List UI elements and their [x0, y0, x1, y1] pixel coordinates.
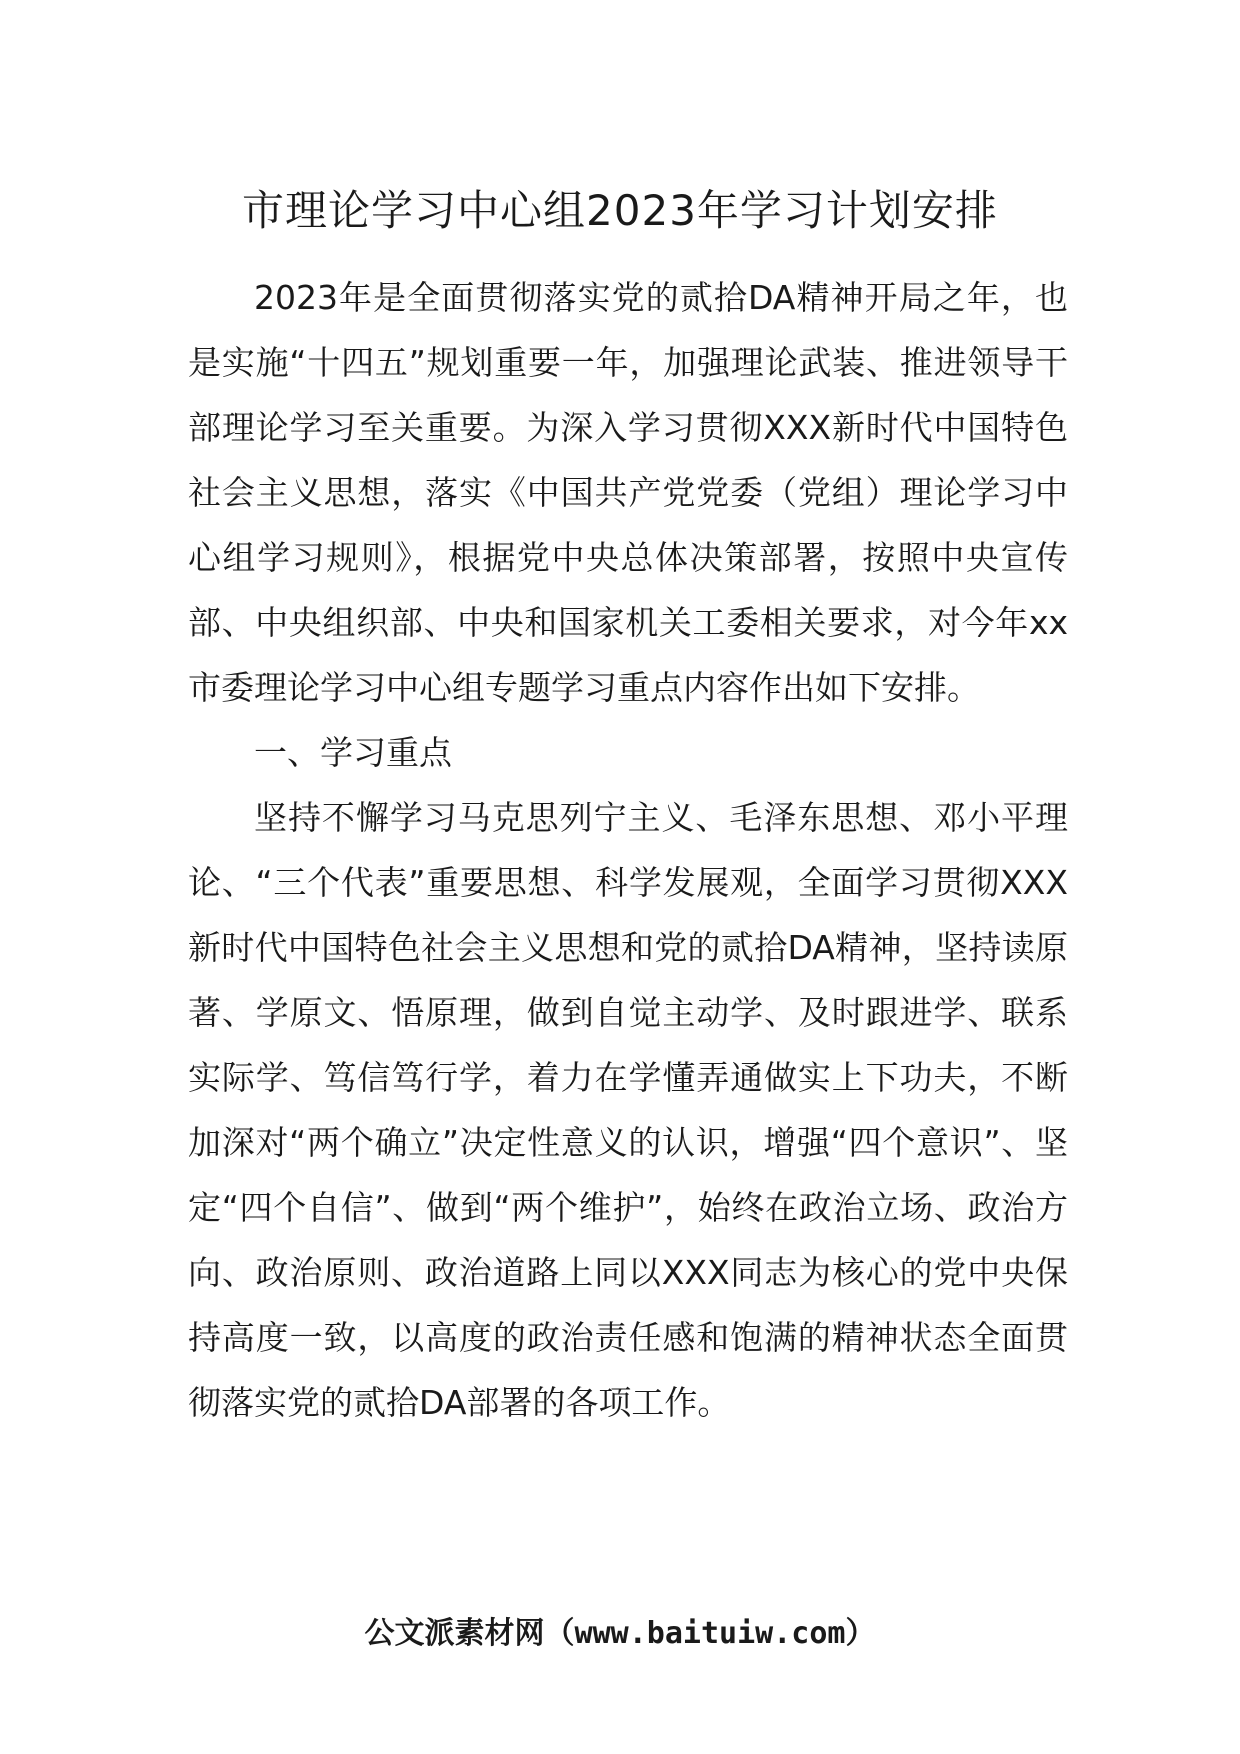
intro-paragraph: 2023年是全面贯彻落实党的贰拾DA精神开局之年，也是实施“十四五”规划重要一年，加强理论武装、推进领导干部理论学习至关重要。为深入学习贯彻XXX新时代中国特色社会主义思想，落实《中国共产党党委（党组）理论学习中心组学习规则》，根据党中央总体决策部署，按照中央宣传部、中央组织部、中央和国家机关工委相关要求，对今年xx市委理论学习中心组专题学习重点内容作出如下安排。: [188, 278, 1068, 707]
section-heading-study-focus: 一、学习重点: [254, 733, 452, 772]
footer-url: （www.baituiw.com）: [544, 1616, 876, 1651]
footer-watermark: [0, 1612, 1240, 1656]
footer-site-name: 公文派素材网: [364, 1616, 545, 1651]
document-body: [188, 265, 1068, 1435]
document-title: 市理论学习中心组2023年学习计划安排: [242, 186, 998, 235]
study-focus-paragraph: 坚持不懈学习马克思列宁主义、毛泽东思想、邓小平理论、“三个代表”重要思想、科学发展观，全面学习贯彻XXX新时代中国特色社会主义思想和党的贰拾DA精神，坚持读原著、学原文、悟原理，做到自觉主动学、及时跟进学、联系实际学、笃信笃行学，着力在学懂弄通做实上下功夫，不断加深对“两个确立”决定性意义的认识，增强“四个意识”、坚定“四个自信”、做到“两个维护”，始终在政治立场、政治方向、政治原则、政治道路上同以XXX同志为核心的党中央保持高度一致，以高度的政治责任感和饱满的精神状态全面贯彻落实党的贰拾DA部署的各项工作。: [188, 798, 1068, 1422]
